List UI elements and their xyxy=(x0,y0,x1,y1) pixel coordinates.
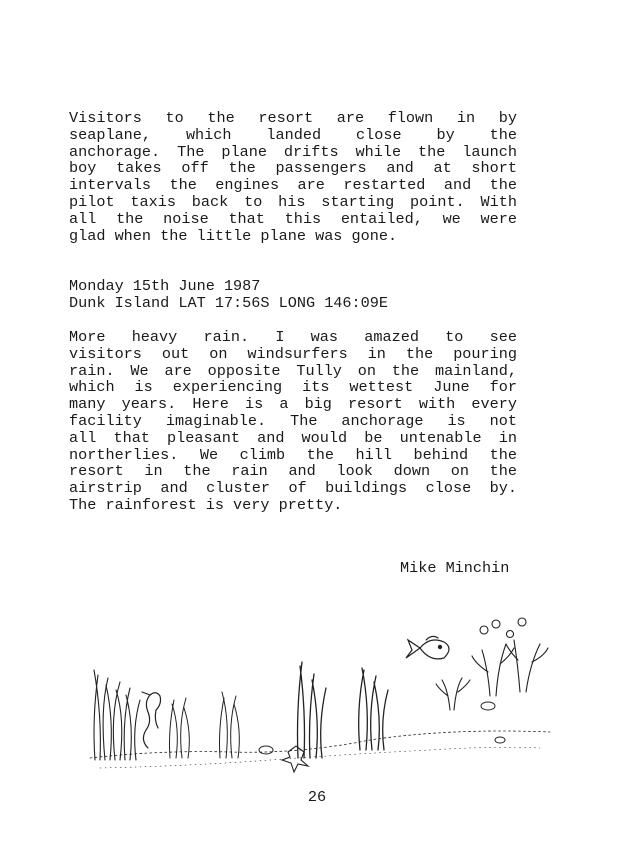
text-line: The rainforest is very pretty. xyxy=(69,495,343,514)
seagrass-left xyxy=(94,670,140,760)
page-number: 26 xyxy=(307,788,327,806)
shell-icon xyxy=(495,737,505,743)
text-line: boy takes off the passengers and at short xyxy=(69,159,517,178)
text-line: which is experiencing its wettest June for xyxy=(69,378,517,397)
entry-heading xyxy=(69,278,517,312)
text-line: visitors out on windsurfers in the pouring xyxy=(69,344,517,363)
entry-location: Dunk Island LAT 17:56S LONG 146:09E xyxy=(69,293,388,312)
shell-icon xyxy=(259,746,273,754)
seahorse-icon xyxy=(142,692,161,748)
seabed-illustration xyxy=(70,600,555,780)
text-line: seaplane, which landed close by the xyxy=(69,125,517,144)
text-line: northerlies. We climb the hill behind the xyxy=(69,445,517,464)
text-line: glad when the little plane was gone. xyxy=(69,226,398,245)
text-line: intervals the engines are restarted and the xyxy=(69,176,517,195)
text-line: all the noise that this entailed, we were xyxy=(69,209,517,228)
author-signature: Mike Minchin xyxy=(400,559,510,577)
shell-icon xyxy=(481,702,495,710)
text-line: More heavy rain. I was amazed to see xyxy=(69,328,517,346)
text-line: anchorage. The plane drifts while the launch xyxy=(69,142,517,161)
entry-date: Monday 15th June 1987 xyxy=(69,277,261,295)
coral-right xyxy=(436,618,548,710)
text-line: facility imaginable. The anchorage is not xyxy=(69,411,517,430)
text-line: all that pleasant and would be untenable in xyxy=(69,428,517,447)
text-line: resort in the rain and look down on the xyxy=(69,462,517,481)
text-line: rain. We are opposite Tully on the mainland, xyxy=(69,361,517,380)
paragraph-seaplane xyxy=(69,110,517,244)
fish-icon xyxy=(406,636,449,658)
reeds-center xyxy=(298,662,389,758)
text-line: pilot taxis back to his starting point. With xyxy=(69,192,517,211)
paragraph-dunk-island xyxy=(69,329,517,514)
text-line: many years. Here is a big resort with every xyxy=(69,395,517,414)
text-line: airstrip and cluster of buildings close by. xyxy=(69,479,517,498)
seagrass-middle xyxy=(170,692,240,758)
text-line: Visitors to the resort are flown in by xyxy=(69,109,517,127)
